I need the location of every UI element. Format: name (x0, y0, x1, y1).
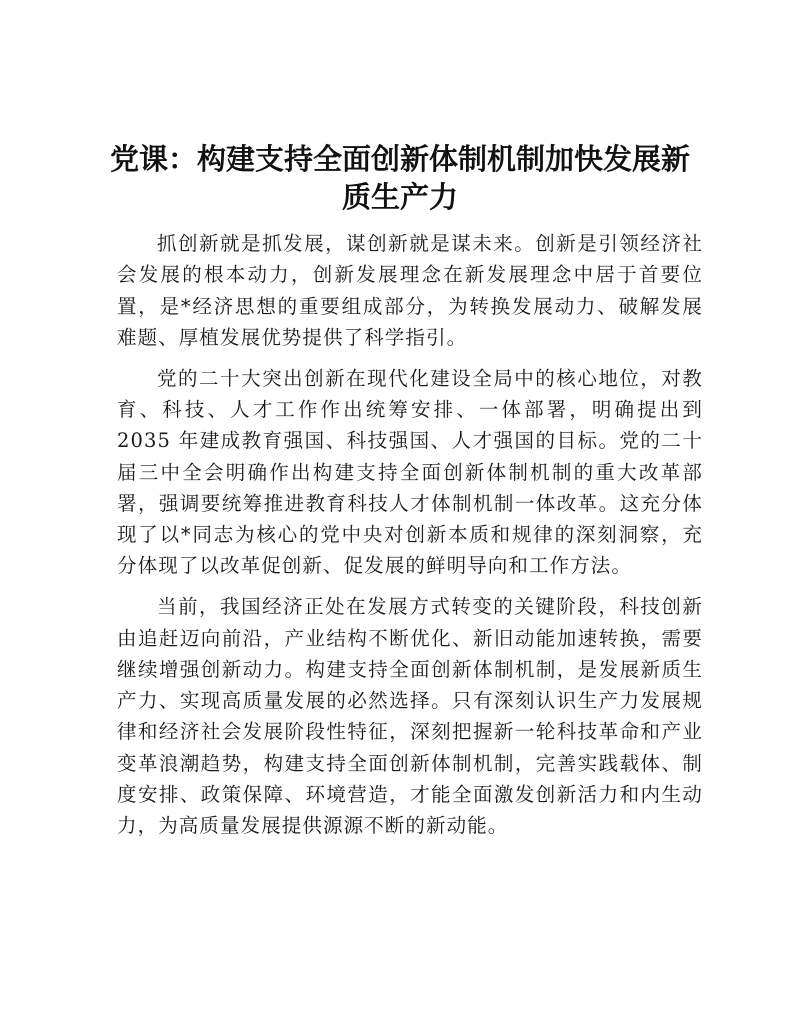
document-body (117, 228, 703, 851)
document-title (110, 140, 690, 216)
paragraph-1: 抓创新就是抓发展，谋创新就是谋未来。创新是引领经济社会发展的根本动力，创新发展理念在新发展理念中居于首要位置，是*经济思想的重要组成部分，为转换发展动力、破解发展难题、厚植发展优势提供了科学指引。 (117, 232, 703, 349)
paragraph-3: 当前，我国经济正处在发展方式转变的关键阶段，科技创新由追赶迈向前沿，产业结构不断优化、新旧动能加速转换，需要继续增强创新动力。构建支持全面创新体制机制，是发展新质生产力、实现高质量发展的必然选择。只有深刻认识生产力发展规律和经济社会发展阶段性特征，深刻把握新一轮科技革命和产业变革浪潮趋势，构建支持全面创新体制机制，完善实践载体、制度安排、政策保障、环境营造，才能全面激发创新活力和内生动力，为高质量发展提供源源不断的新动能。 (117, 595, 703, 838)
title-line-1: 党课：构建支持全面创新体制机制加快发展新 (110, 142, 691, 176)
paragraph-2: 党的二十大突出创新在现代化建设全局中的核心地位，对教育、科技、人才工作作出统筹安排、一体部署，明确提出到2035 年建成教育强国、科技强国、人才强国的目标。党的二十届三中全会明确作出构建支持全面创新体制机制的重大改革部署，强调要统筹推进教育科技人才体制机制一体改革。这充分体现了以*同志为核心的党中央对创新本质和规律的深刻洞察，充分体现了以改革促创新、促发展的鲜明导向和工作方法。 (117, 366, 703, 578)
title-line-2: 质生产力 (341, 180, 458, 214)
